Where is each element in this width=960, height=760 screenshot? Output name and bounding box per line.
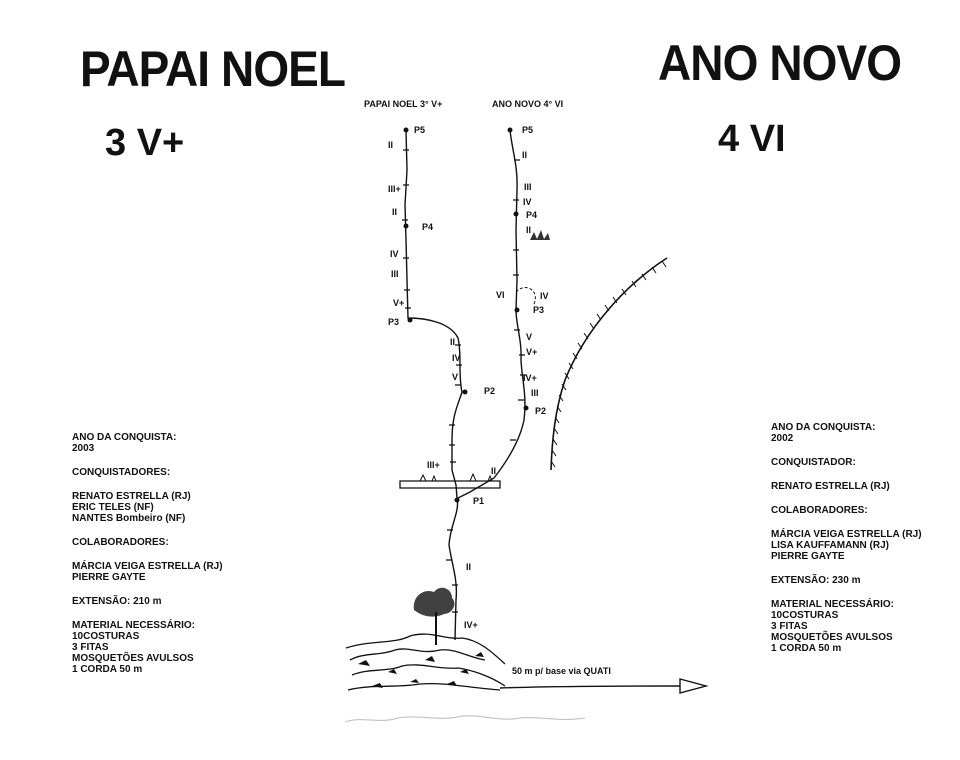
right-year-label: ANO DA CONQUISTA:	[771, 422, 876, 433]
right-label-grade: IV	[523, 197, 532, 207]
topo-header-right: ANO NOVO 4° VI	[492, 99, 564, 109]
left-conqueror: NANTES Bombeiro (NF)	[72, 513, 186, 524]
signature-mark	[345, 716, 585, 722]
left-label-grade: III+	[427, 460, 440, 470]
right-label-p2: P2	[535, 406, 547, 416]
shared-label-grade: IV+	[464, 620, 478, 630]
right-label-p3: P3	[533, 305, 545, 315]
right-extension: EXTENSÃO: 230 m	[771, 575, 861, 586]
right-label-grade: II	[522, 150, 528, 160]
right-collaborators-label: COLABORADORES:	[771, 505, 868, 516]
left-route-labels	[388, 125, 495, 470]
shared-label-grade: II	[466, 562, 472, 572]
right-label-p4: P4	[526, 210, 538, 220]
right-route-labels	[491, 125, 549, 476]
right-label-grade: V+	[526, 347, 538, 357]
left-collaborator: PIERRE GAYTE	[72, 572, 146, 583]
left-label-grade: IV	[390, 249, 399, 259]
overhang-wall	[551, 258, 667, 470]
left-material-item: 3 FITAS	[72, 642, 109, 653]
left-label-p4: P4	[422, 222, 434, 232]
ledge-vegetation	[420, 474, 492, 481]
right-label-grade: IV	[540, 291, 549, 301]
right-conqueror: RENATO ESTRELLA (RJ)	[771, 481, 890, 492]
left-extension: EXTENSÃO: 210 m	[72, 596, 162, 607]
left-label-grade: II	[388, 140, 394, 150]
left-label-grade: III	[391, 269, 399, 279]
left-route-grade: 3 V+	[105, 122, 185, 164]
right-collaborator: PIERRE GAYTE	[771, 551, 845, 562]
right-material-item: 10COSTURAS	[771, 610, 839, 621]
right-collaborator: LISA KAUFFAMANN (RJ)	[771, 540, 889, 551]
shared-route-labels	[464, 496, 484, 630]
left-label-grade: II	[392, 207, 398, 217]
right-material-item: MOSQUETÕES AVULSOS	[771, 632, 893, 643]
tree-icon	[414, 588, 455, 645]
left-label-p3: P3	[388, 317, 400, 327]
bush-icon	[530, 230, 550, 240]
right-label-grade: V	[526, 332, 533, 342]
left-route-title: PAPAI NOEL	[80, 41, 346, 97]
right-label-grade: II	[526, 225, 532, 235]
left-conqueror: RENATO ESTRELLA (RJ)	[72, 491, 191, 502]
left-material-item: MOSQUETÕES AVULSOS	[72, 653, 194, 664]
left-year: 2003	[72, 443, 95, 454]
left-collaborators-label: COLABORADORES:	[72, 537, 169, 548]
topo-header-left: PAPAI NOEL 3° V+	[364, 99, 443, 109]
right-year: 2002	[771, 433, 794, 444]
left-route-line	[405, 130, 462, 498]
right-label-grade: III	[531, 388, 539, 398]
ledge	[400, 481, 500, 488]
approach-arrow-line	[500, 686, 680, 688]
left-conqueror: ERIC TELES (NF)	[72, 502, 154, 513]
wall-hatching	[551, 261, 666, 467]
left-material-item: 1 CORDA 50 m	[72, 664, 143, 675]
left-label-grade: V+	[393, 298, 405, 308]
route-variation-loop	[516, 288, 535, 304]
left-year-label: ANO DA CONQUISTA:	[72, 432, 177, 443]
left-label-grade: V	[452, 372, 459, 382]
ground-rocks	[346, 634, 505, 690]
right-label-grade: II	[491, 466, 497, 476]
right-route-title: ANO NOVO	[658, 35, 902, 91]
approach-arrow-icon	[680, 679, 706, 693]
left-label-p2: P2	[484, 386, 496, 396]
right-material-item: 3 FITAS	[771, 621, 808, 632]
left-label-grade: IV	[452, 353, 461, 363]
left-conquerors-label: CONQUISTADORES:	[72, 467, 171, 478]
left-label-p5: P5	[414, 125, 426, 135]
approach-label: 50 m p/ base via QUATI	[512, 666, 611, 676]
left-collaborator: MÁRCIA VEIGA ESTRELLA (RJ)	[72, 561, 223, 572]
left-label-grade: II	[450, 337, 456, 347]
bolt-marks	[402, 150, 526, 612]
right-label-grade: VI	[496, 290, 505, 300]
right-collaborator: MÁRCIA VEIGA ESTRELLA (RJ)	[771, 529, 922, 540]
shared-route-line	[449, 498, 458, 640]
left-material-label: MATERIAL NECESSÁRIO:	[72, 620, 195, 631]
right-conquerors-label: CONQUISTADOR:	[771, 457, 856, 468]
right-label-p5: P5	[522, 125, 534, 135]
shared-label-p1: P1	[473, 496, 485, 506]
right-material-item: 1 CORDA 50 m	[771, 643, 842, 654]
right-route-grade: 4 VI	[718, 118, 786, 160]
right-material-label: MATERIAL NECESSÁRIO:	[771, 599, 894, 610]
left-material-item: 10COSTURAS	[72, 631, 140, 642]
left-label-grade: III+	[388, 184, 401, 194]
right-label-grade: III	[524, 182, 532, 192]
right-label-grade: IV+	[523, 373, 537, 383]
